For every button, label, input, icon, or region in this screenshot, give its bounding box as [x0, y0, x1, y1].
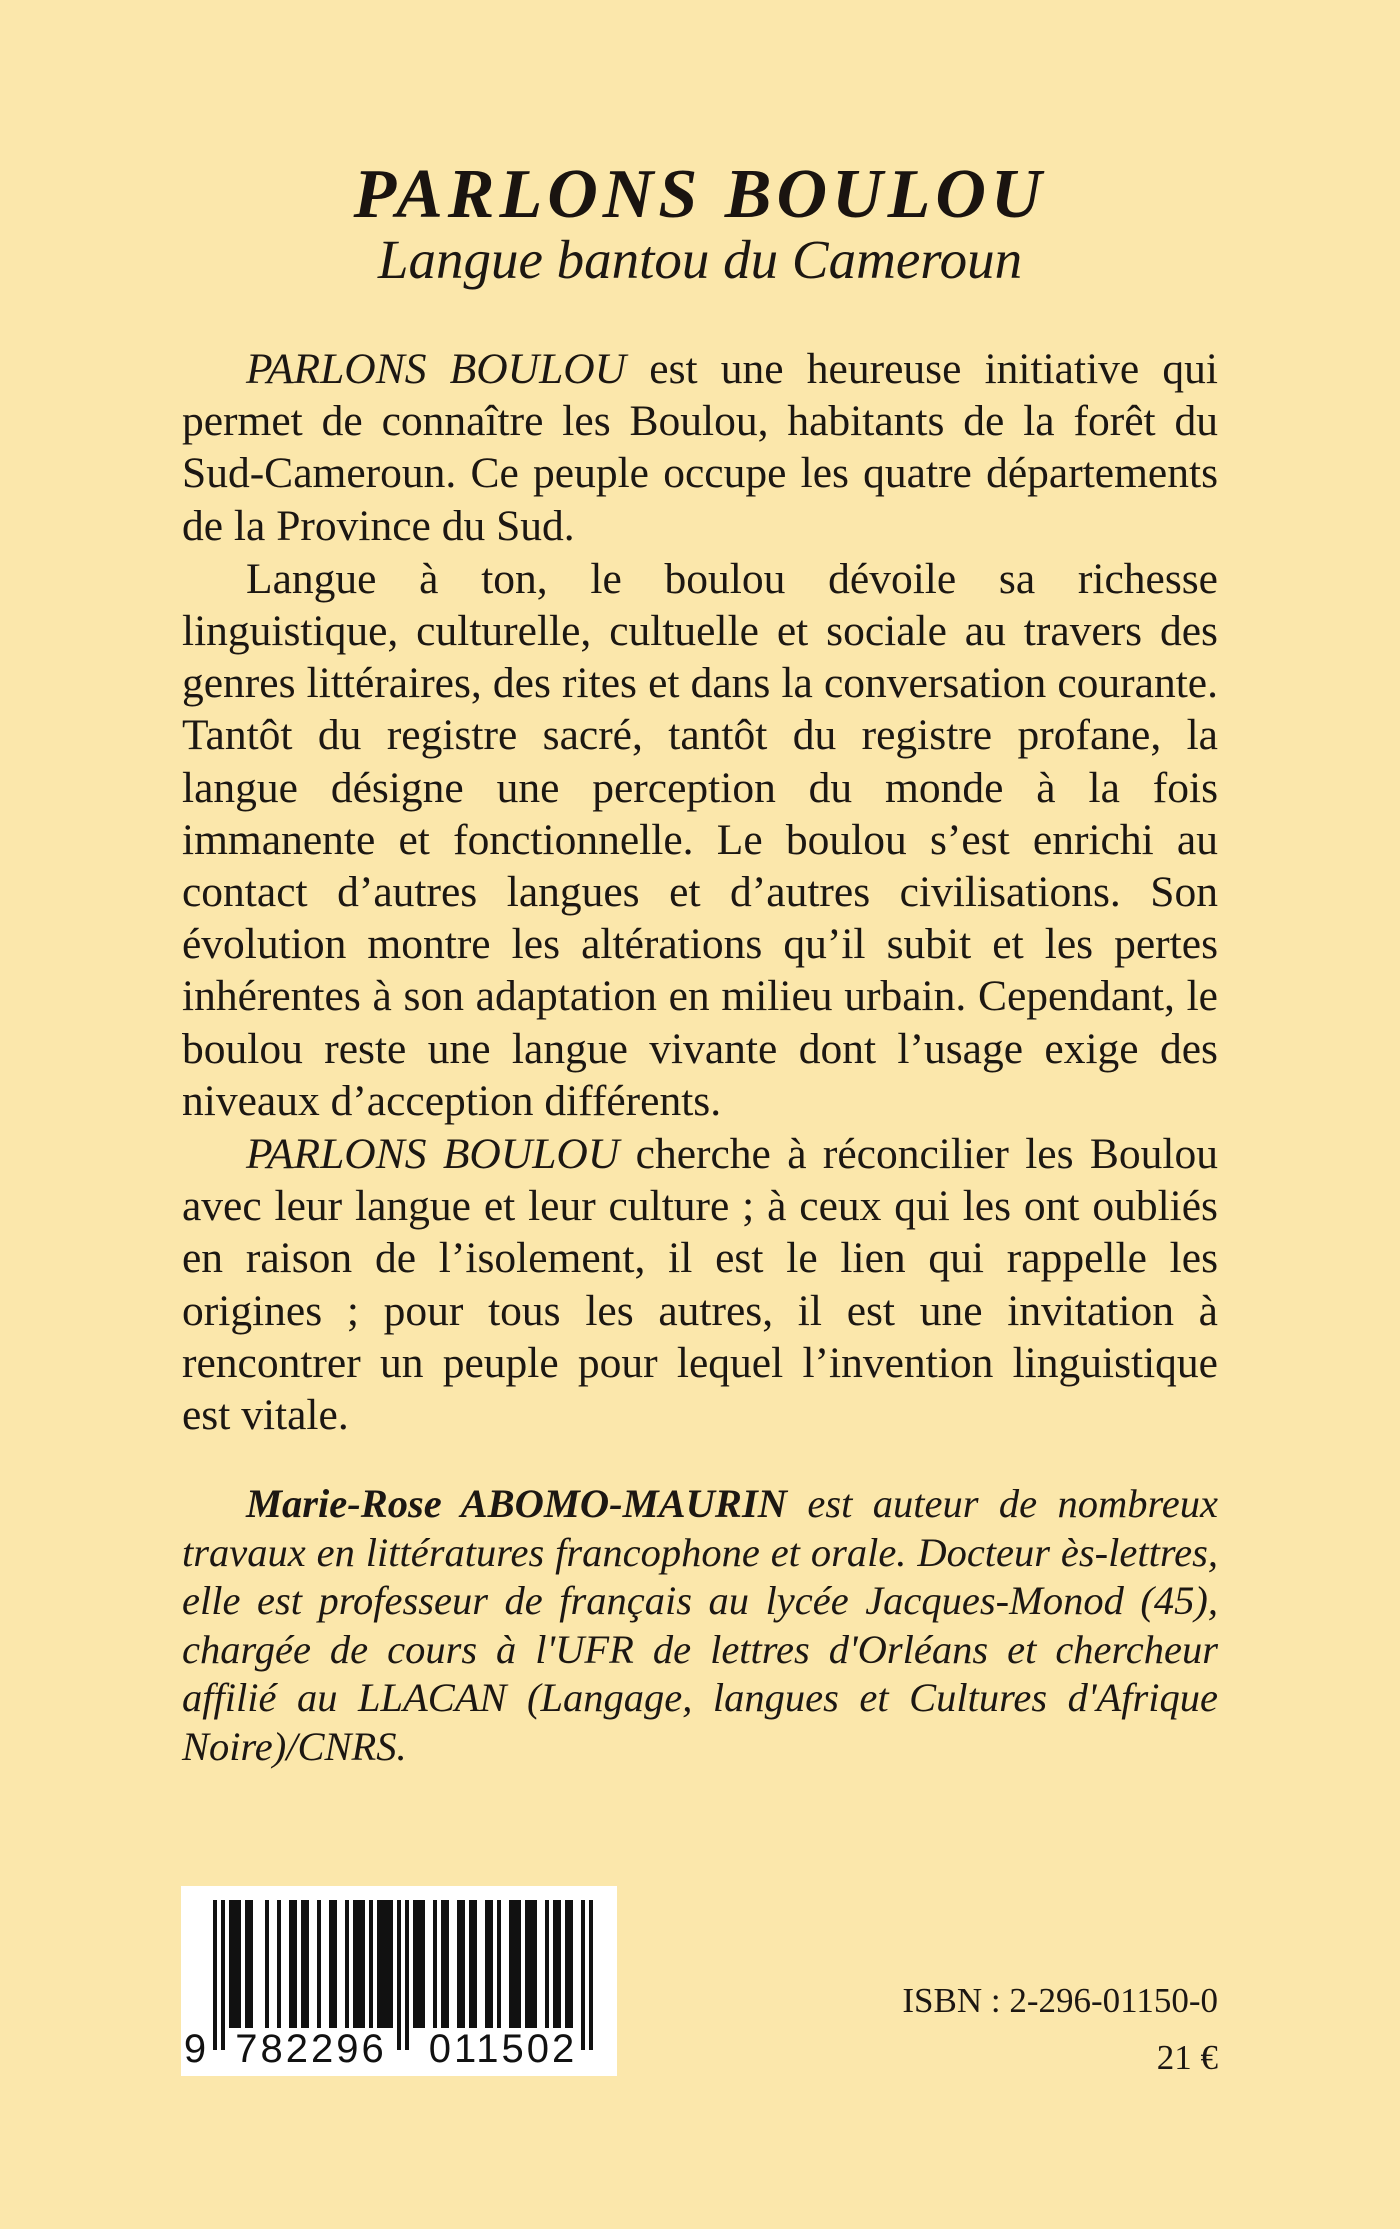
barcode-bar	[289, 1900, 293, 2028]
author-bio	[182, 1480, 1218, 1771]
barcode-guard-bar	[581, 1900, 585, 2050]
blurb-title-reference: PARLONS BOULOU	[246, 345, 627, 393]
barcode-bar	[245, 1900, 249, 2028]
blurb-title-reference: PARLONS BOULOU	[246, 1130, 620, 1179]
barcode-bar	[553, 1900, 557, 2028]
barcode-bar	[445, 1900, 449, 2028]
barcode-lead-digit: 9	[183, 2027, 207, 2071]
barcode-bar	[417, 1900, 421, 2028]
barcode-guard-bar	[397, 1900, 401, 2050]
isbn-number: ISBN : 2-296-01150-0	[902, 1981, 1218, 2020]
barcode-bar	[277, 1900, 281, 2028]
barcode-bar	[441, 1900, 445, 2028]
barcode-bar	[525, 1900, 529, 2028]
barcode-guard-bar	[221, 1900, 225, 2050]
barcode-bar	[509, 1900, 513, 2028]
barcode-bar	[329, 1900, 333, 2028]
barcode-bar	[333, 1900, 337, 2028]
barcode-bar	[369, 1900, 373, 2028]
barcode-bar	[305, 1900, 309, 2028]
barcode-bar	[457, 1900, 461, 2028]
barcode-left-digits: 782296	[235, 2027, 387, 2071]
barcode-bar	[569, 1900, 573, 2028]
barcode-bar	[545, 1900, 549, 2028]
author-bio-paragraph	[182, 1480, 1218, 1771]
barcode-bar	[377, 1900, 381, 2028]
barcode-bar	[473, 1900, 477, 2028]
book-subtitle: Langue bantou du Cameroun	[377, 229, 1023, 290]
blurb-text: cherche à réconcilier les Boulou avec leur langue et leur culture ; à ceux qui les ont oubliés en raison de l’isolement, il est le lien qui rappelle les origines ; pour tous les autres, il est une invitation à rencontrer un peuple pour lequel l’invention linguistique est vitale.	[182, 1130, 1218, 1440]
barcode-bar	[301, 1900, 305, 2028]
barcode-bar	[381, 1900, 385, 2028]
author-bio-text: est auteur de nombreux travaux en littératures francophone et orale. Docteur ès-lettres, elle est professeur de français au lycée Jacques-Monod (45), chargée de cours à l'UFR de lettres d'Orléans et chercheur affilié au LLACAN (Langage, langues et Cultures d'Afrique Noire)/CNRS.	[182, 1481, 1218, 1769]
book-title: PARLONS BOULOU	[353, 156, 1047, 233]
barcode-bar	[433, 1900, 437, 2028]
barcode-bar	[293, 1900, 297, 2028]
barcode-bar	[497, 1900, 501, 2028]
barcode-bar	[557, 1900, 561, 2028]
barcode-bar	[265, 1900, 269, 2028]
barcode-bar	[345, 1900, 349, 2028]
barcode-guard-bar	[405, 1900, 409, 2050]
blurb-paragraph-3	[182, 1128, 1218, 1441]
blurb-paragraph-2: Langue à ton, le boulou dévoile sa richesse linguistique, culturelle, cultuelle et sociale au travers des genres littéraires, des rites et dans la conversation courante. Tantôt du registre sacré, tantôt du registre profane, la langue désigne une perception du monde à la fois immanente et fonctionnelle. Le boulou s’est enrichi au contact d’autres langues et d’autres civilisations. Son évolution montre les altérations qu’il subit et les pertes inhérentes à son adaptation en milieu urbain. Cependant, le boulou reste une langue vivante dont l’usage exige des niveaux d’acception différents.	[182, 554, 1218, 1125]
ean-barcode	[181, 1886, 617, 2076]
barcode-bar	[385, 1900, 389, 2028]
barcode-bar	[353, 1900, 357, 2028]
barcode-bar	[317, 1900, 321, 2028]
barcode-bar	[421, 1900, 425, 2028]
barcode-bar	[533, 1900, 537, 2028]
barcode-bar	[237, 1900, 241, 2028]
barcode-bar	[357, 1900, 361, 2028]
author-name: Marie-Rose ABOMO-MAURIN	[246, 1481, 787, 1526]
barcode-graphic	[181, 1886, 617, 2076]
barcode-bar	[529, 1900, 533, 2028]
barcode-bar	[461, 1900, 465, 2028]
barcode-bar	[361, 1900, 365, 2028]
barcode-bar	[489, 1900, 493, 2028]
blurb-paragraph-1	[182, 343, 1218, 552]
barcode-bar	[389, 1900, 393, 2028]
barcode-bar	[413, 1900, 417, 2028]
barcode-guard-bar	[589, 1900, 593, 2050]
barcode-guard-bar	[213, 1900, 217, 2050]
barcode-bar	[229, 1900, 233, 2028]
barcode-right-digits: 011502	[428, 2027, 578, 2071]
barcode-bar	[469, 1900, 473, 2028]
barcode-bar	[485, 1900, 489, 2028]
barcode-bar	[513, 1900, 517, 2028]
blurb-text: est une heureuse initiative qui permet de connaître les Boulou, habitants de la forêt du Sud-Cameroun. Ce peuple occupe les quatre départements de la Province du Sud.	[182, 345, 1218, 550]
back-cover-blurb	[182, 343, 1218, 1442]
price: 21 €	[1156, 2038, 1218, 2077]
barcode-bar	[233, 1900, 237, 2028]
barcode-bar	[517, 1900, 521, 2028]
barcode-bar	[565, 1900, 569, 2028]
barcode-bar	[249, 1900, 253, 2028]
